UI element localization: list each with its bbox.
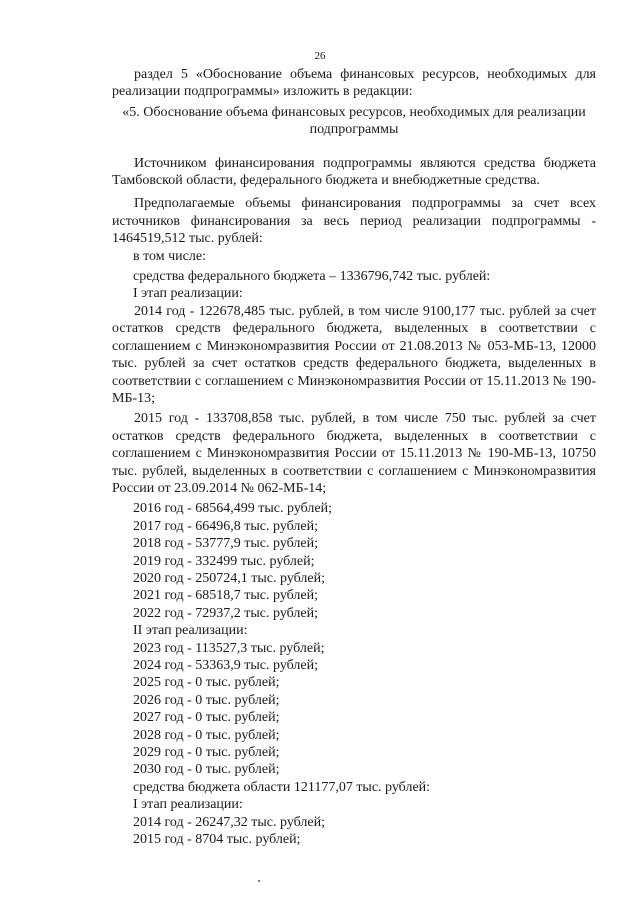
year-line: 2029 год - 0 тыс. рублей; — [133, 745, 280, 761]
year-line: 2018 год - 53777,9 тыс. рублей; — [133, 536, 319, 552]
federal-stage2-years — [112, 640, 596, 779]
year-line: 2022 год - 72937,2 тыс. рублей; — [133, 605, 319, 621]
federal-stage2-label: II этап реализации: — [133, 623, 248, 639]
year-line: 2017 год - 66496,8 тыс. рублей; — [133, 518, 319, 534]
year-line: 2024 год - 53363,9 тыс. рублей; — [133, 658, 319, 673]
federal-year-2015: 2015 год - 133708,858 тыс. рублей, в том числе 750 тыс. рублей за счет остатков средств федерального бюджета, выделенных в соответствии с соглашением с Минэкономразвития России от 15.11.2013 № 190-МБ-13, 10750 тыс. рублей, выделенных в соответствии с соглашением с Минэкономразвития России от 23.09.2014 № 062-МБ-14; — [112, 411, 596, 496]
amendment-intro: раздел 5 «Обоснование объема финансовых ресурсов, необходимых для реализации подпрограммы» изложить в редакции: — [112, 67, 596, 100]
section-title: «5. Обоснование объема финансовых ресурсов, необходимых для реализации подпрограммы — [122, 104, 586, 138]
federal-stage1-years — [112, 500, 596, 622]
including-label: в том числе: — [133, 248, 206, 264]
year-line: 2021 год - 68518,7 тыс. рублей; — [133, 588, 319, 604]
page-number: 26 — [314, 50, 326, 62]
year-line: 2016 год - 68564,499 тыс. рублей; — [133, 501, 333, 517]
year-line: 2019 год - 332499 тыс. рублей; — [133, 553, 315, 569]
federal-stage1-label: I этап реализации: — [133, 286, 243, 302]
year-line: 2025 год - 0 тыс. рублей; — [133, 675, 280, 691]
regional-years — [112, 814, 596, 849]
document-body — [112, 66, 596, 848]
year-line: 2026 год - 0 тыс. рублей; — [133, 692, 280, 708]
total-funding-paragraph: Предполагаемые объемы финансирования подпрограммы за счет всех источников финансирования за весь период реализации подпрограммы - 1464519,512 тыс. рублей: — [112, 196, 596, 247]
regional-budget-header: средства бюджета области 121177,07 тыс. рублей: — [133, 779, 431, 795]
federal-year-2014: 2014 год - 122678,485 тыс. рублей, в том числе 9100,177 тыс. рублей за счет остатков средств федерального бюджета, выделенных в соответствии с соглашением с Минэкономразвития России от 21.08.2013 № 053-МБ-13, 12000 тыс. рублей за счет остатков средств федерального бюджета, выделенных в соответствии с соглашением с Минэкономразвития России от 15.11.2013 № 190-МБ-13; — [112, 303, 596, 406]
funding-sources-paragraph: Источником финансирования подпрограммы являются средства бюджета Тамбовской области, федерального бюджета и внебюджетные средства. — [112, 155, 596, 189]
regional-stage1-label: I этап реализации: — [133, 797, 243, 813]
federal-budget-header: средства федерального бюджета – 1336796,742 тыс. рублей: — [133, 269, 491, 285]
year-line: 2027 год - 0 тыс. рублей; — [133, 710, 280, 726]
year-line: 2028 год - 0 тыс. рублей; — [133, 727, 280, 743]
scan-speck — [258, 880, 260, 882]
year-line: 2014 год - 26247,32 тыс. рублей; — [133, 814, 326, 830]
year-line: 2020 год - 250724,1 тыс. рублей; — [133, 570, 326, 586]
year-line: 2023 год - 113527,3 тыс. рублей; — [133, 640, 325, 656]
year-line: 2015 год - 8704 тыс. рублей; — [133, 832, 301, 848]
year-line: 2030 год - 0 тыс. рублей; — [133, 762, 280, 778]
